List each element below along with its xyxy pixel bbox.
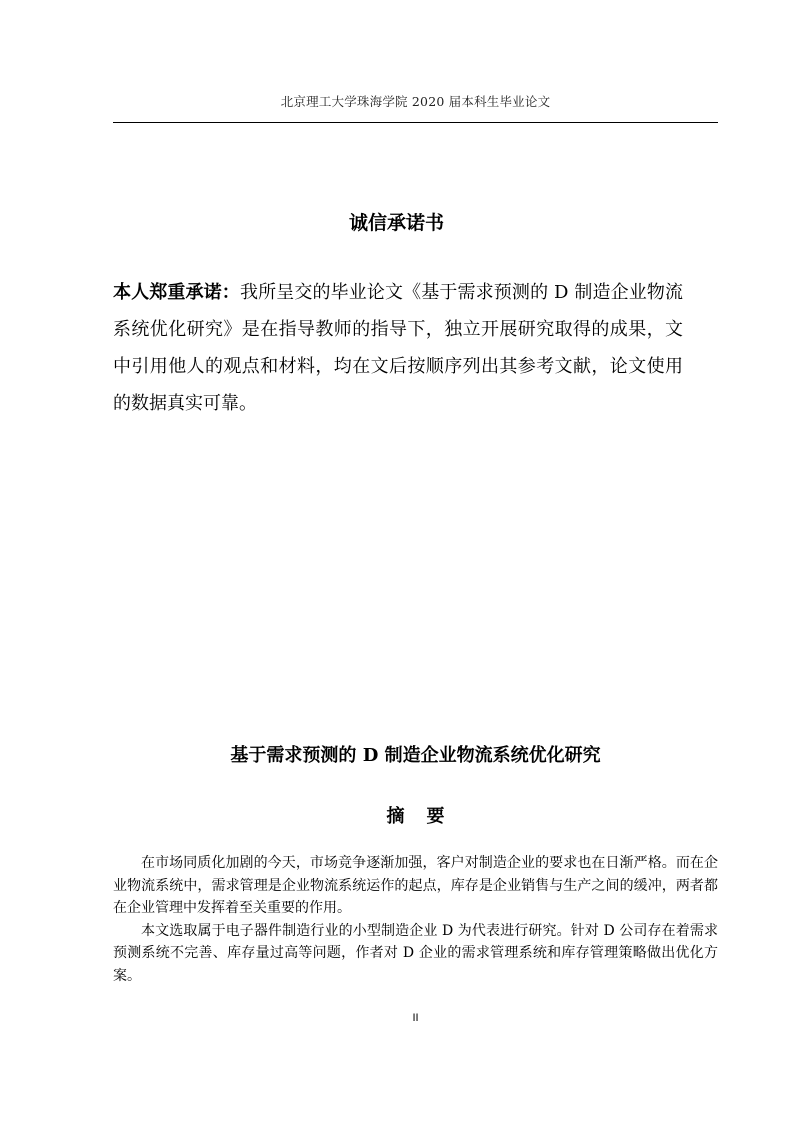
abstract-heading: 摘要 [386, 806, 467, 827]
running-header: 北京理工大学珠海学院 2020 届本科生毕业论文 [280, 94, 551, 109]
abstract-body [113, 852, 718, 987]
abstract-paragraph: 本文选取属于电子器件制造行业的小型制造企业 D 为代表进行研究。针对 D 公司存在着需求预测系统不完善、库存量过高等问题，作者对 D 企业的需求管理系统和库存管理策略做出优化方案。 [113, 922, 718, 984]
pledge-lead: 本人郑重承诺： [113, 282, 240, 303]
pledge-text: 我所呈交的毕业论文《基于需求预测的 D 制造企业物流系统优化研究》是在指导教师的指导下，独立开展研究取得的成果，文中引用他人的观点和材料，均在文后按顺序列出其参考文献，论文使用的数据真实可靠。 [113, 282, 684, 414]
pledge-title: 诚信承诺书 [348, 212, 444, 234]
header-divider [113, 122, 718, 123]
pledge-statement [113, 274, 683, 422]
abstract-paragraph: 在市场同质化加剧的今天，市场竞争逐渐加强，客户对制造企业的要求也在日渐严格。而在企业物流系统中，需求管理是企业物流系统运作的起点，库存是企业销售与生产之间的缓冲，两者都在企业管理中发挥着至关重要的作用。 [113, 855, 718, 916]
page-number: II [412, 1012, 419, 1024]
thesis-title: 基于需求预测的 D 制造企业物流系统优化研究 [230, 745, 601, 766]
